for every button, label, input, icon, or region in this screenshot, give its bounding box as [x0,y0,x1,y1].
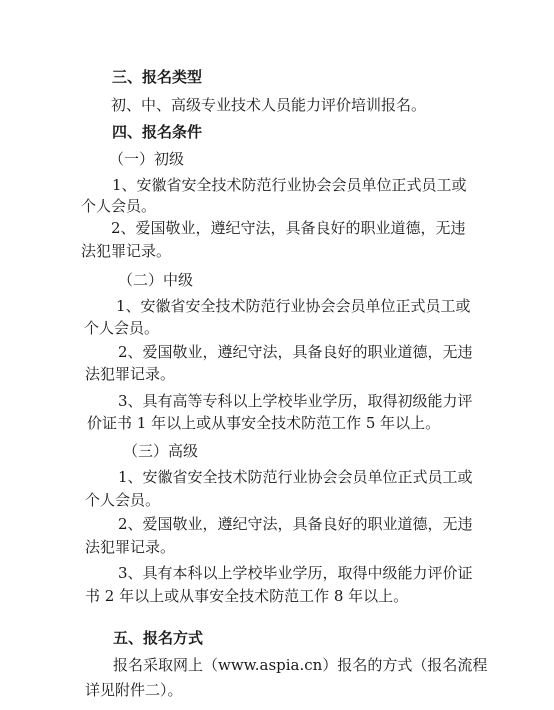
section-5-body-line-1: 报名采取网上（www.aspia.cn）报名的方式（报名流程 [113,656,488,674]
section-5-body-line-2: 详见附件二）。 [85,681,183,699]
senior-condition-2-line-1: 2、爱国敬业，遵纪守法，具备良好的职业道德，无违 [118,515,473,533]
section-4-heading: 四、报名条件 [112,123,203,141]
intermediate-condition-1-line-2: 个人会员。 [84,319,160,337]
junior-label: （一）初级 [109,150,185,168]
section-3-body: 初、中、高级专业技术人员能力评价培训报名。 [111,96,427,114]
junior-condition-2-line-1: 2、爱国敬业，遵纪守法，具备良好的职业道德，无违 [111,219,466,237]
intermediate-condition-2-line-1: 2、爱国敬业，遵纪守法，具备良好的职业道德，无违 [118,343,473,361]
senior-condition-1-line-1: 1、安徽省安全技术防范行业协会会员单位正式员工或 [118,468,473,486]
section-3-heading: 三、报名类型 [112,68,203,86]
senior-label: （三）高级 [123,442,199,460]
junior-condition-2-line-2: 法犯罪记录。 [81,242,172,260]
section-5-heading: 五、报名方式 [113,629,204,647]
junior-condition-1-line-1: 1、安徽省安全技术防范行业协会会员单位正式员工或 [112,176,467,194]
intermediate-condition-1-line-1: 1、安徽省安全技术防范行业协会会员单位正式员工或 [116,297,471,315]
intermediate-condition-2-line-2: 法犯罪记录。 [85,365,176,383]
intermediate-label: （二）中级 [118,271,194,289]
senior-condition-3-line-2: 书 2 年以上或从事安全技术防范工作 8 年以上。 [85,587,409,605]
senior-condition-3-line-1: 3、具有本科以上学校毕业学历，取得中级能力评价证 [118,564,473,582]
intermediate-condition-3-line-2: 价证书 1 年以上或从事安全技术防范工作 5 年以上。 [87,414,441,432]
intermediate-condition-3-line-1: 3、具有高等专科以上学校毕业学历，取得初级能力评 [118,392,473,410]
senior-condition-1-line-2: 个人会员。 [85,491,161,509]
senior-condition-2-line-2: 法犯罪记录。 [85,538,176,556]
junior-condition-1-line-2: 个人会员。 [81,197,157,215]
